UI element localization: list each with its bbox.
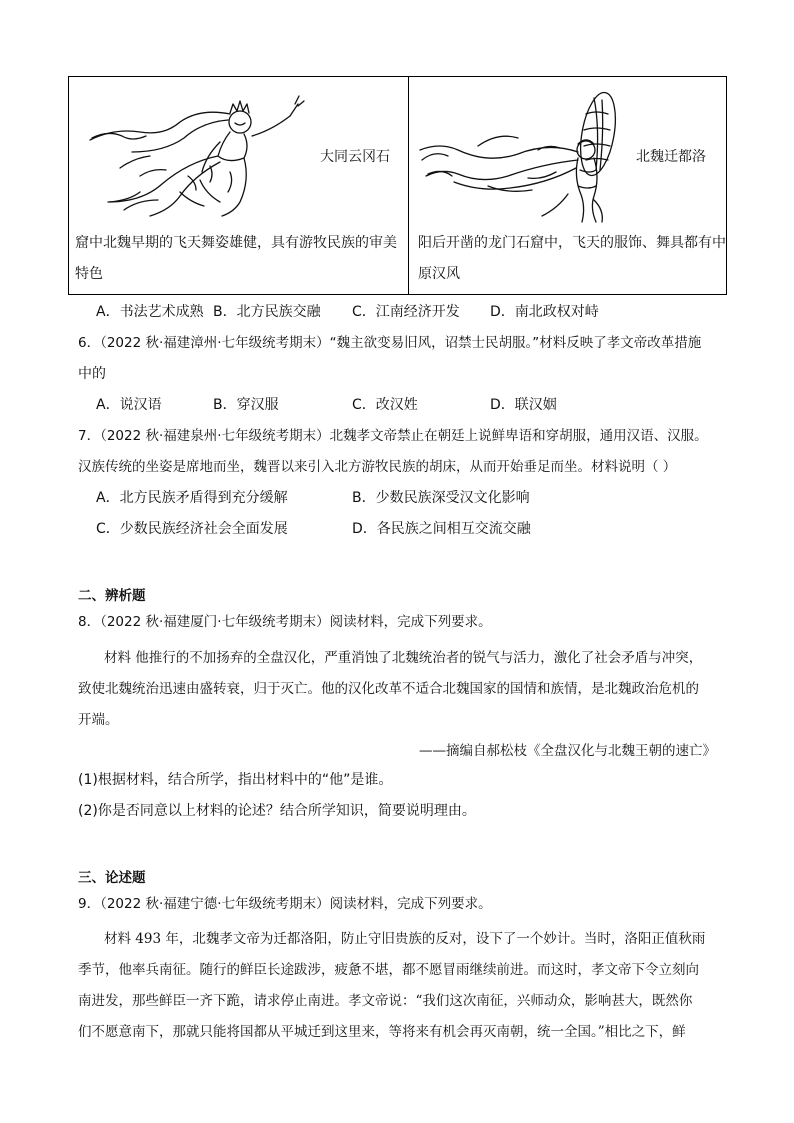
left-image-caption-label: 大同云冈石	[320, 149, 390, 165]
section-2-heading: 二、辨析题	[78, 588, 146, 604]
right-caption-line-2: 原汉风	[418, 266, 460, 282]
yungang-apsara-image	[80, 92, 315, 220]
q9-material-line-1: 材料 493 年，北魏孝文帝为迁都洛阳，防止守旧贵族的反对，设下了一个妙计。当时，洛阳正值秋雨	[104, 931, 706, 947]
left-caption-line-2: 特色	[75, 266, 103, 282]
q8-material-line-3: 开端。	[78, 712, 119, 728]
q8-sub-question-1: (1)根据材料，结合所学，指出材料中的“他”是谁。	[78, 772, 393, 788]
q5-option-c: C．江南经济开发	[352, 304, 460, 320]
q9-material-line-2: 季节，他率兵南征。随行的鲜臣长途跋涉，疲惫不堪，都不愿冒雨继续前进。而这时，孝文帝下令立刻向	[78, 962, 699, 978]
q7-option-a: A．北方民族矛盾得到充分缓解	[96, 490, 288, 506]
q7-stem-line-1: 7．（2022 秋·福建泉州·七年级统考期末）北魏孝文帝禁止在朝廷上说鲜卑语和穿胡服，通用汉语、汉服。	[78, 428, 708, 444]
q8-stem: 8．（2022 秋·福建厦门·七年级统考期末）阅读材料，完成下列要求。	[78, 614, 492, 630]
q9-material-line-3: 南进发，那些鲜臣一齐下跪，请求停止南进。孝文帝说：“我们这次南征，兴师动众，影响甚大，既然你	[78, 993, 693, 1009]
q6-option-c: C．改汉姓	[352, 397, 418, 413]
q6-option-d: D．联汉姻	[490, 397, 557, 413]
q5-option-a: A．书法艺术成熟	[96, 304, 204, 320]
q6-option-b: B．穿汉服	[213, 397, 279, 413]
q8-material-line-1: 材料 他推行的不加扬弃的全盘汉化，严重消蚀了北魏统治者的锐气与活力，激化了社会矛盾与冲突，	[104, 650, 703, 666]
figure-table-divider	[408, 76, 409, 295]
q7-option-c: C．少数民族经济社会全面发展	[96, 521, 288, 537]
q9-stem: 9．（2022 秋·福建宁德·七年级统考期末）阅读材料，完成下列要求。	[78, 896, 492, 912]
q8-sub-question-2: (2)你是否同意以上材料的论述？结合所学知识，简要说明理由。	[78, 803, 476, 819]
q5-option-b: B．北方民族交融	[213, 304, 321, 320]
section-3-heading: 三、论述题	[78, 870, 146, 886]
q9-material-line-4: 们不愿意南下，那就只能将国都从平城迁到这里来，等将来有机会再灭南朝，统一全国。”相比之下，鲜	[78, 1024, 686, 1040]
q7-option-b: B．少数民族深受汉文化影响	[352, 490, 530, 506]
q6-option-a: A．说汉语	[96, 397, 162, 413]
q6-stem-line-2: 中的	[78, 366, 106, 382]
q7-option-d: D．各民族之间相互交流交融	[352, 521, 531, 537]
right-caption-line-1: 阳后开凿的龙门石窟中，飞天的服饰、舞具都有中	[418, 235, 726, 251]
longmen-apsara-image	[418, 90, 630, 226]
left-caption-line-1: 窟中北魏早期的飞天舞姿雄健，具有游牧民族的审美	[75, 235, 397, 251]
q5-option-d: D．南北政权对峙	[490, 304, 599, 320]
q7-stem-line-2: 汉族传统的坐姿是席地而坐，魏晋以来引入北方游牧民族的胡床，从而开始垂足而坐。材料说明（ ）	[78, 459, 677, 475]
q8-material-line-2: 致使北魏统治迅速由盛转衰，归于灭亡。他的汉化改革不适合北魏国家的国情和族情，是北魏政治危机的	[78, 681, 699, 697]
right-image-caption-label: 北魏迁都洛	[636, 149, 706, 165]
q8-material-source: ——摘编自郝松枝《全盘汉化与北魏王朝的速亡》	[419, 743, 716, 759]
q6-stem-line-1: 6．（2022 秋·福建漳州·七年级统考期末）“魏主欲变易旧风，诏禁士民胡服。”材料反映了孝文帝改革措施	[78, 335, 702, 351]
